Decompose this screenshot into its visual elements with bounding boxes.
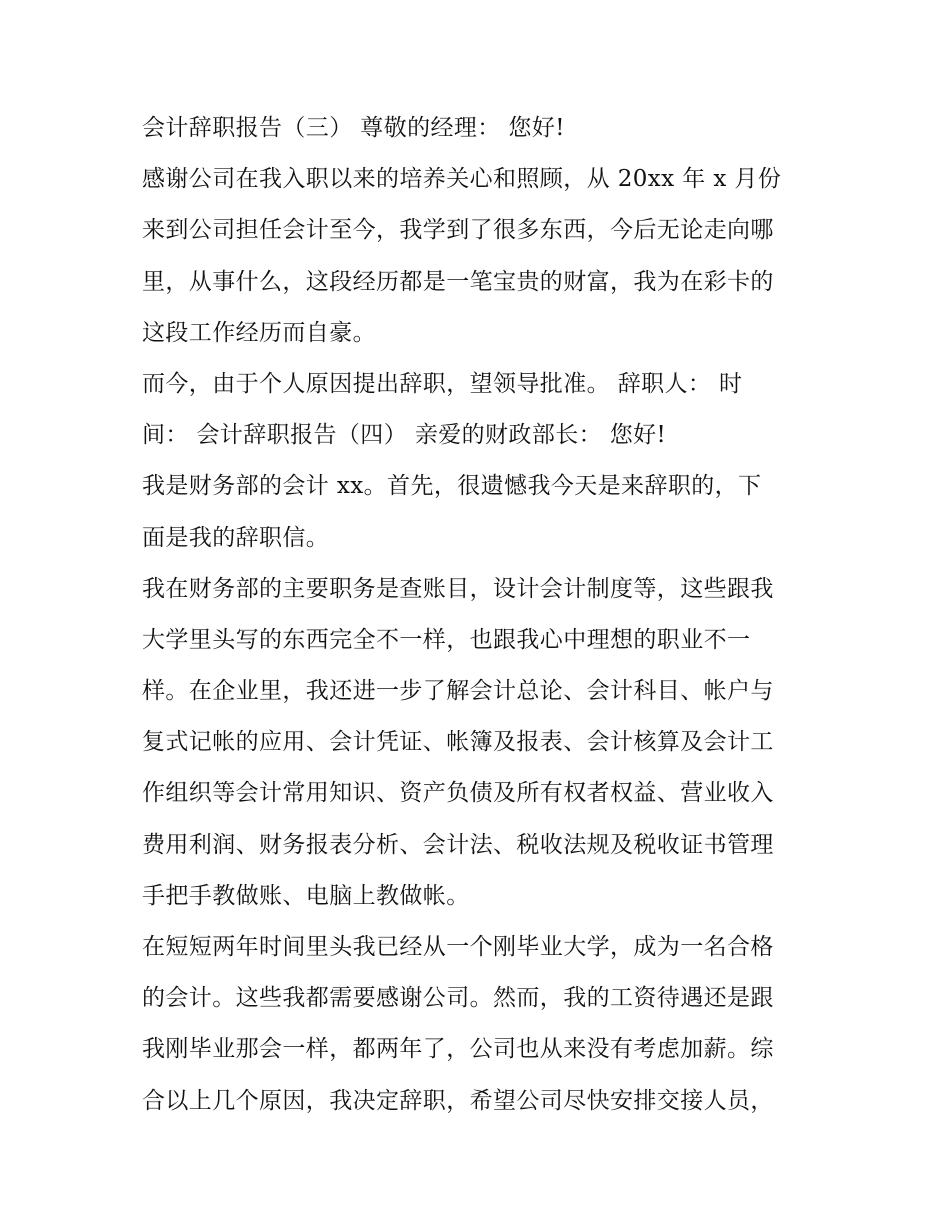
text-line: 间： 会计辞职报告（四） 亲爱的财政部长： 您好! [142, 422, 667, 449]
text-line: 而今，由于个人原因提出辞职，望领导批准。 辞职人： 时 [142, 370, 743, 397]
text-line: 样。在企业里，我还进一步了解会计总论、会计科目、帐户与 [142, 678, 774, 705]
text-line: 我在财务部的主要职务是查账目，设计会计制度等，这些跟我 [142, 575, 774, 602]
text-line: 我是财务部的会计 xx。首先，很遗憾我今天是来辞职的，下 [142, 473, 762, 500]
text-line: 在短短两年时间里头我已经从一个刚毕业大学，成为一名合格 [142, 934, 774, 960]
text-line: 感谢公司在我入职以来的培养关心和照顾，从 20xx 年 x 月份 [142, 166, 782, 193]
document-body [142, 103, 817, 1127]
text-line: 作组织等会计常用知识、资产负债及所有权者权益、营业收入 [142, 780, 774, 807]
text-line: 大学里头写的东西完全不一样，也跟我心中理想的职业不一 [142, 626, 751, 653]
text-line: 我刚毕业那会一样，都两年了，公司也从来没有考虑加薪。综 [142, 1036, 774, 1063]
text-line: 的会计。这些我都需要感谢公司。然而，我的工资待遇还是跟 [142, 985, 774, 1012]
text-line: 费用利润、财务报表分析、会计法、税收法规及税收证书管理 [142, 831, 774, 858]
text-line: 合以上几个原因，我决定辞职，希望公司尽快安排交接人员， [142, 1087, 774, 1114]
text-line: 手把手教做账、电脑上教做帐。 [142, 882, 470, 909]
text-line: 复式记帐的应用、会计凭证、帐簿及报表、会计核算及会计工 [142, 729, 774, 756]
text-line: 来到公司担任会计至今，我学到了很多东西，今后无论走向哪 [142, 217, 774, 244]
text-line: 这段工作经历而自豪。 [142, 319, 376, 346]
text-line: 会计辞职报告（三） 尊敬的经理： 您好! [142, 115, 565, 141]
text-line: 里，从事什么，这段经历都是一笔宝贵的财富，我为在彩卡的 [142, 268, 774, 295]
text-line: 面是我的辞职信。 [142, 524, 330, 551]
